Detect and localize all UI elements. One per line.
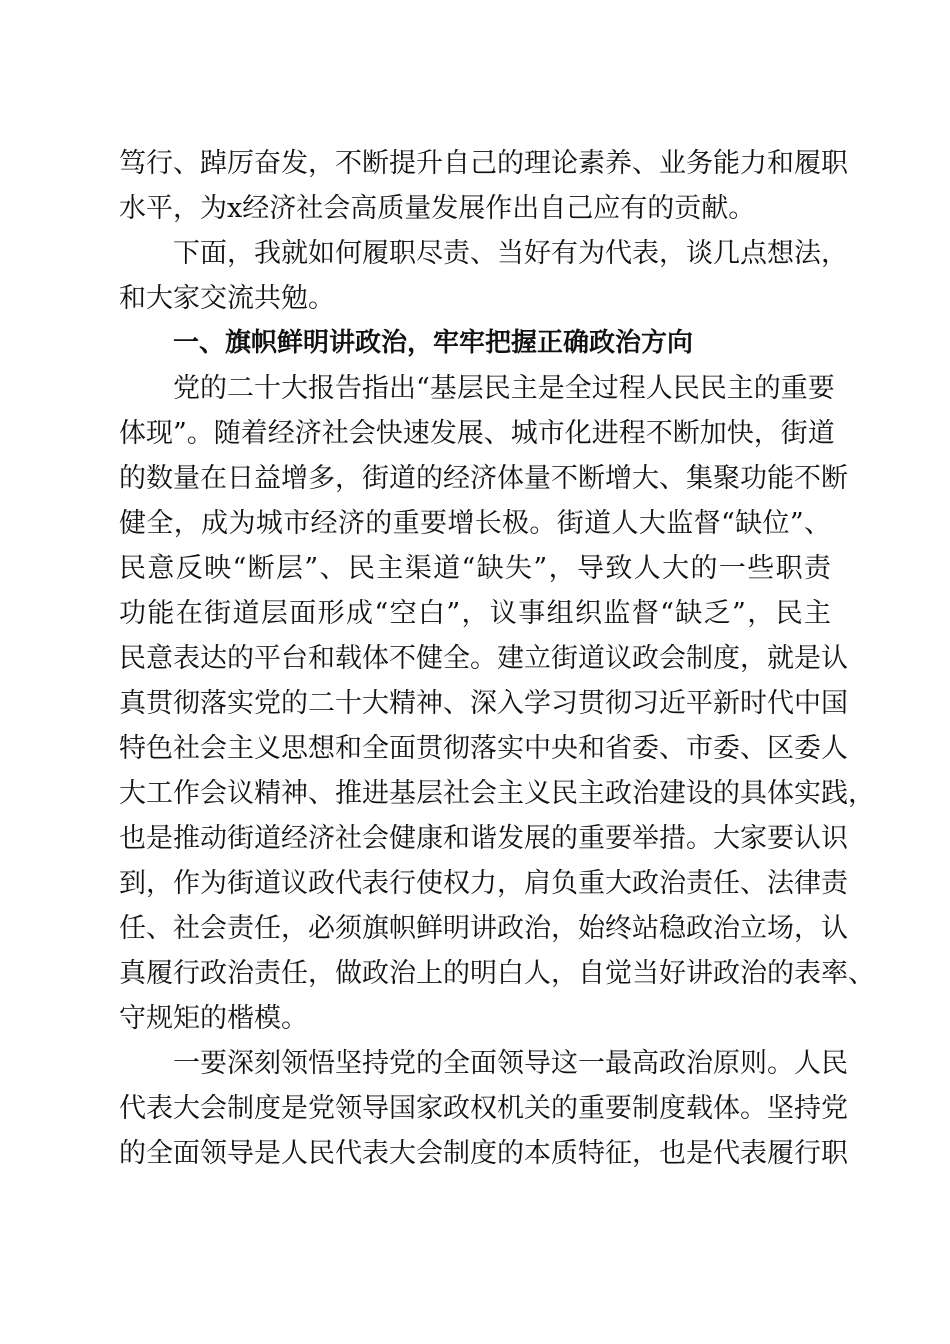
document-body bbox=[119, 141, 875, 1176]
paragraph-line: 功能在街道层面形成“空白”，议事组织监督“缺乏”，民主 bbox=[119, 598, 831, 629]
paragraph-line: 的全面领导是人民代表大会制度的本质特征，也是代表履行职 bbox=[119, 1138, 848, 1169]
paragraph-line: 守规矩的楷模。 bbox=[119, 1003, 308, 1034]
paragraph-line: 笃行、踔厉奋发，不断提升自己的理论素养、业务能力和履职 bbox=[119, 148, 848, 179]
paragraph-line: 特色社会主义思想和全面贯彻落实中央和省委、市委、区委人 bbox=[119, 733, 848, 764]
paragraph-line: 民意反映“断层”、民主渠道“缺失”，导致人大的一些职责 bbox=[119, 553, 831, 584]
paragraph-line: 一要深刻领悟坚持党的全面领导这一最高政治原则。人民 bbox=[173, 1048, 848, 1079]
paragraph-line: 和大家交流共勉。 bbox=[119, 283, 335, 314]
paragraph-line: 也是推动街道经济社会健康和谐发展的重要举措。大家要认识 bbox=[119, 823, 848, 854]
paragraph-line: 健全，成为城市经济的重要增长极。街道人大监督“缺位”、 bbox=[119, 508, 831, 539]
paragraph-line: 水平，为x经济社会高质量发展作出自己应有的贡献。 bbox=[119, 193, 756, 224]
paragraph-line: 真贯彻落实党的二十大精神、深入学习贯彻习近平新时代中国 bbox=[119, 688, 848, 719]
paragraph-line: 的数量在日益增多，街道的经济体量不断增大、集聚功能不断 bbox=[119, 463, 848, 494]
paragraph-line: 真履行政治责任，做政治上的明白人，自觉当好讲政治的表率、 bbox=[119, 958, 875, 989]
paragraph-line: 下面，我就如何履职尽责、当好有为代表，谈几点想法， bbox=[173, 238, 848, 269]
section-heading: 一、旗帜鲜明讲政治，牢牢把握正确政治方向 bbox=[173, 328, 694, 358]
paragraph-line: 党的二十大报告指出“基层民主是全过程人民民主的重要 bbox=[173, 373, 835, 404]
paragraph-line: 大工作会议精神、推进基层社会主义民主政治建设的具体实践， bbox=[119, 778, 875, 809]
paragraph-line: 代表大会制度是党领导国家政权机关的重要制度载体。坚持党 bbox=[119, 1093, 848, 1124]
paragraph-line: 任、社会责任，必须旗帜鲜明讲政治，始终站稳政治立场，认 bbox=[119, 913, 848, 944]
paragraph-line: 体现”。随着经济社会快速发展、城市化进程不断加快，街道 bbox=[119, 418, 835, 449]
paragraph-line: 到，作为街道议政代表行使权力，肩负重大政治责任、法律责 bbox=[119, 868, 848, 899]
paragraph-line: 民意表达的平台和载体不健全。建立街道议政会制度，就是认 bbox=[119, 643, 848, 674]
